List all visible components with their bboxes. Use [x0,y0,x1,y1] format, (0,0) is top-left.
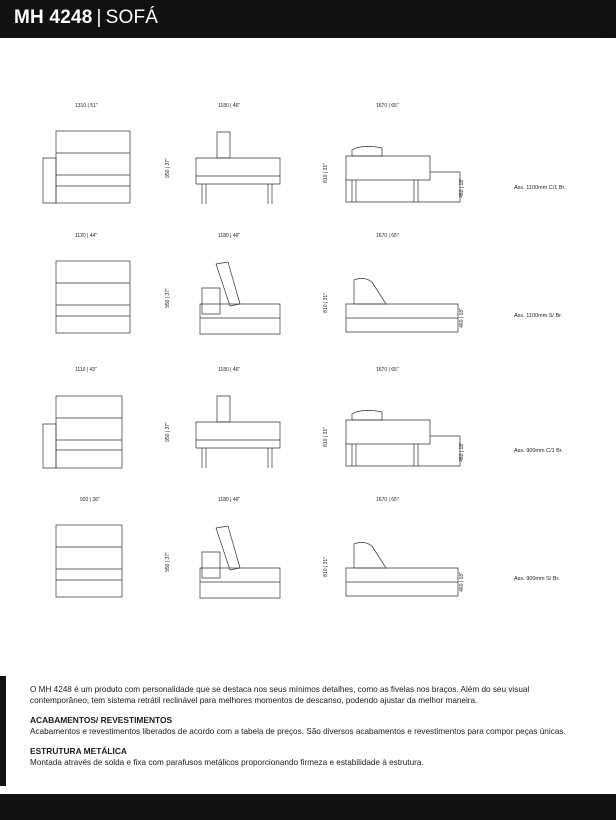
back-width-dim: 1670 | 65" [376,497,399,503]
side-view-drawing [192,258,292,338]
top-view-drawing [40,522,140,602]
page-title [14,7,158,29]
side-width-dim: 1180 | 46" [218,233,241,239]
finish-heading: ACABAMENTOS/ REVESTIMENTOS [30,715,173,725]
module-label: Ass. 1100mm S/ Br. [514,313,563,319]
footer-bar [0,794,616,820]
side-height-dim: 950 | 37" [164,288,171,308]
back-height-dim: 810 | 31" [322,557,329,577]
top-width-dim: 920 | 36" [80,497,100,503]
back-width-dim: 1670 | 65" [376,233,399,239]
back-view-drawing [342,258,472,338]
side-height-dim: 950 | 37" [164,552,171,572]
back-height-dim: 810 | 31" [322,163,329,183]
back-height-dim: 810 | 31" [322,427,329,447]
side-view-drawing [192,128,292,208]
drawing-row-1 [0,100,616,230]
seat-height-dim: 460 | 18" [458,442,465,462]
side-height-dim: 950 | 37" [164,158,171,178]
description-section [30,684,590,777]
drawing-row-4 [0,494,616,624]
drawing-row-2 [0,230,616,360]
back-view-drawing [342,392,472,472]
structure-text: Montada através de solda e fixa com parafusos metálicos proporcionando firmeza e estabilidade à estrutura. [30,758,424,767]
module-label: Ass. 1100mm C/1 Br. [514,185,566,191]
finish-text: Acabamentos e revestimentos liberados de acordo com a tabela de preços. São diversos acabamentos e revestimentos para compor peças únicas. [30,727,566,736]
seat-height-dim: 460 | 18" [458,572,465,592]
description-intro: O MH 4248 é um produto com personalidade que se destaca nos seus mínimos detalhes, como as fivelas nos braços. Além do seu visual contemporâneo, tem sistema retrátil reclinável para melhores momentos de descanso, podendo ajustar da melhor maneira. [30,685,530,705]
module-label: Ass. 900mm C/1 Br. [514,448,563,454]
back-view-drawing [342,522,472,602]
product-type: SOFÁ [105,7,159,28]
top-view-drawing [40,128,140,208]
top-view-drawing [40,258,140,338]
back-view-drawing [342,128,472,208]
side-view-drawing [192,392,292,472]
top-width-dim: 1110 | 43" [75,367,97,373]
description-accent-bar [0,676,6,786]
seat-height-dim: 460 | 18" [458,308,465,328]
model-name: MH 4248 [14,7,93,28]
side-width-dim: 1180 | 46" [218,497,241,503]
back-width-dim: 1670 | 65" [376,367,399,373]
module-label: Ass. 900mm S/ Br. [514,576,560,582]
side-view-drawing [192,522,292,602]
top-width-dim: 1120 | 44" [75,233,98,239]
back-height-dim: 810 | 31" [322,293,329,313]
structure-heading: ESTRUTURA METÁLICA [30,746,127,756]
top-view-drawing [40,394,140,474]
drawing-row-3 [0,364,616,494]
header-bar [0,0,616,38]
title-separator: | [96,7,102,28]
seat-height-dim: 460 | 18" [458,178,465,198]
side-height-dim: 950 | 37" [164,422,171,442]
back-width-dim: 1670 | 65" [376,103,399,109]
side-width-dim: 1180 | 46" [218,103,241,109]
side-width-dim: 1180 | 46" [218,367,241,373]
top-width-dim: 1310 | 51" [75,103,98,109]
